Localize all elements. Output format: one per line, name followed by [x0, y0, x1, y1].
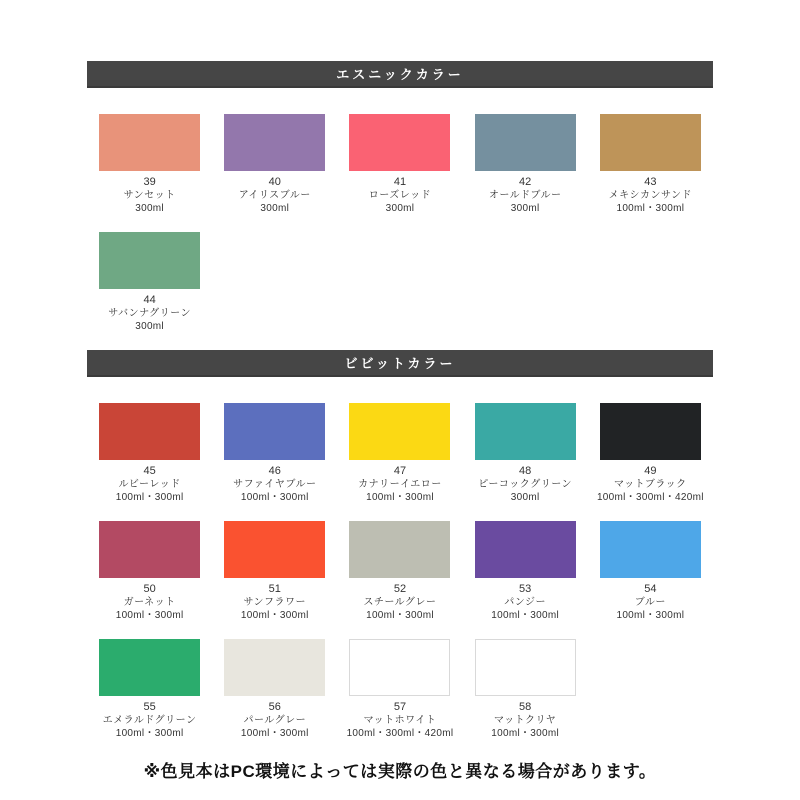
swatch-size: 300ml: [385, 203, 415, 214]
swatch-name: ローズレッド: [368, 190, 432, 201]
swatch-name: サバンナグリーン: [108, 308, 191, 319]
color-swatch: [349, 521, 450, 578]
color-swatch: [99, 639, 200, 696]
swatch-name: メキシカンサンド: [608, 190, 693, 201]
color-swatch: [349, 403, 450, 460]
swatch-cell-54: [588, 521, 713, 622]
swatch-cell-47: [337, 403, 462, 504]
swatch-number: 39: [143, 176, 156, 188]
color-swatch: [600, 114, 701, 171]
swatch-name: パールグレー: [243, 715, 307, 726]
color-swatch: [224, 403, 325, 460]
color-section: [87, 350, 713, 740]
section-title-bar: ビビットカラー: [87, 350, 713, 377]
swatch-cell-56: [212, 639, 337, 740]
color-swatch: [224, 114, 325, 171]
swatch-number: 46: [268, 465, 281, 477]
swatch-size: 100ml・300ml: [240, 728, 309, 739]
swatch-cell-55: [87, 639, 212, 740]
swatch-number: 50: [143, 583, 156, 595]
swatch-number: 48: [519, 465, 532, 477]
swatch-number: 41: [393, 176, 407, 188]
swatch-size: 100ml・300ml: [115, 610, 184, 621]
swatch-name: オールドブルー: [488, 190, 562, 201]
swatch-name: スチールグレー: [363, 597, 437, 608]
color-swatch: [224, 521, 325, 578]
swatch-size: 300ml: [135, 321, 164, 332]
footer-disclaimer: ※色見本はPC環境によっては実際の色と異なる場合があります。: [143, 762, 657, 781]
swatch-size: 100ml・300ml: [240, 492, 309, 503]
swatch-name: ピーコックグリーン: [478, 479, 572, 490]
swatch-number: 51: [268, 583, 281, 595]
color-swatch: [99, 403, 200, 460]
swatch-name: ガーネット: [123, 597, 176, 608]
swatch-cell-48: [463, 403, 588, 504]
color-swatch: [475, 403, 576, 460]
section-title-bar: エスニックカラー: [87, 61, 713, 88]
swatch-size: 100ml・300ml: [115, 492, 184, 503]
swatch-size: 300ml: [510, 203, 540, 214]
swatch-size: 300ml: [260, 203, 290, 214]
swatch-name: パンジー: [504, 597, 547, 608]
swatch-cell-40: [212, 114, 337, 215]
swatch-cell-44: [87, 232, 212, 333]
swatch-number: 53: [519, 583, 532, 595]
swatch-number: 54: [644, 583, 657, 595]
swatch-number: 44: [143, 294, 156, 306]
swatch-name: ルビーレッド: [118, 479, 181, 490]
swatch-number: 40: [268, 176, 281, 188]
swatch-name: アイリスブルー: [238, 190, 311, 201]
swatch-number: 43: [644, 176, 657, 188]
sections: [87, 0, 713, 740]
color-swatch: [224, 639, 325, 696]
swatch-number: 57: [393, 701, 407, 713]
swatch-cell-46: [212, 403, 337, 504]
swatch-size: 300ml: [135, 203, 164, 214]
color-swatch: [99, 232, 200, 289]
swatch-row: [87, 232, 713, 333]
swatch-name: マットブラック: [614, 479, 687, 490]
swatch-row: [87, 639, 713, 740]
swatch-number: 52: [393, 583, 407, 595]
swatch-size: 300ml: [510, 492, 540, 503]
color-swatch: [99, 114, 200, 171]
swatch-name: マットホワイト: [363, 715, 437, 726]
swatch-size: 100ml・300ml: [491, 610, 560, 621]
color-swatch: [349, 114, 450, 171]
swatch-name: サンフラワー: [243, 597, 307, 608]
swatch-cell-42: [463, 114, 588, 215]
swatch-cell-51: [212, 521, 337, 622]
color-swatch: [475, 521, 576, 578]
swatch-number: 58: [519, 701, 532, 713]
swatch-number: 49: [644, 465, 657, 477]
swatch-number: 45: [143, 465, 156, 477]
swatch-cell-52: [337, 521, 462, 622]
swatch-name: エメラルドグリーン: [102, 715, 197, 726]
swatch-number: 56: [268, 701, 281, 713]
swatch-name: カナリーイエロー: [358, 479, 442, 490]
swatch-name: サンセット: [123, 190, 176, 201]
swatch-cell-39: [87, 114, 212, 215]
swatch-number: 55: [143, 701, 156, 713]
swatch-name: サファイヤブルー: [233, 479, 317, 490]
swatch-size: 100ml・300ml: [366, 492, 434, 503]
swatch-size: 100ml・300ml・420ml: [596, 492, 704, 503]
swatch-number: 42: [519, 176, 532, 188]
swatch-size: 100ml・300ml: [616, 610, 685, 621]
swatch-size: 100ml・300ml・420ml: [346, 728, 454, 739]
swatch-number: 47: [393, 465, 407, 477]
color-swatch: [349, 639, 450, 696]
color-swatch: [99, 521, 200, 578]
swatch-size: 100ml・300ml: [491, 728, 560, 739]
swatch-row: [87, 403, 713, 504]
swatch-name: マットクリヤ: [494, 715, 557, 726]
swatch-cell-45: [87, 403, 212, 504]
color-section: [87, 61, 713, 333]
color-swatch: [600, 521, 701, 578]
swatch-size: 100ml・300ml: [115, 728, 184, 739]
swatch-row: [87, 114, 713, 215]
swatch-cell-49: [588, 403, 713, 504]
color-swatch: [475, 639, 576, 696]
swatch-size: 100ml・300ml: [240, 610, 309, 621]
swatch-row: [87, 521, 713, 622]
swatch-cell-50: [87, 521, 212, 622]
swatch-cell-58: [463, 639, 588, 740]
swatch-cell-53: [463, 521, 588, 622]
swatch-cell-41: [337, 114, 462, 215]
swatch-cell-43: [588, 114, 713, 215]
color-swatch: [475, 114, 576, 171]
swatch-name: ブルー: [634, 597, 666, 608]
swatch-cell-57: [337, 639, 462, 740]
color-swatch: [600, 403, 701, 460]
swatch-size: 100ml・300ml: [616, 203, 685, 214]
swatch-size: 100ml・300ml: [366, 610, 434, 621]
